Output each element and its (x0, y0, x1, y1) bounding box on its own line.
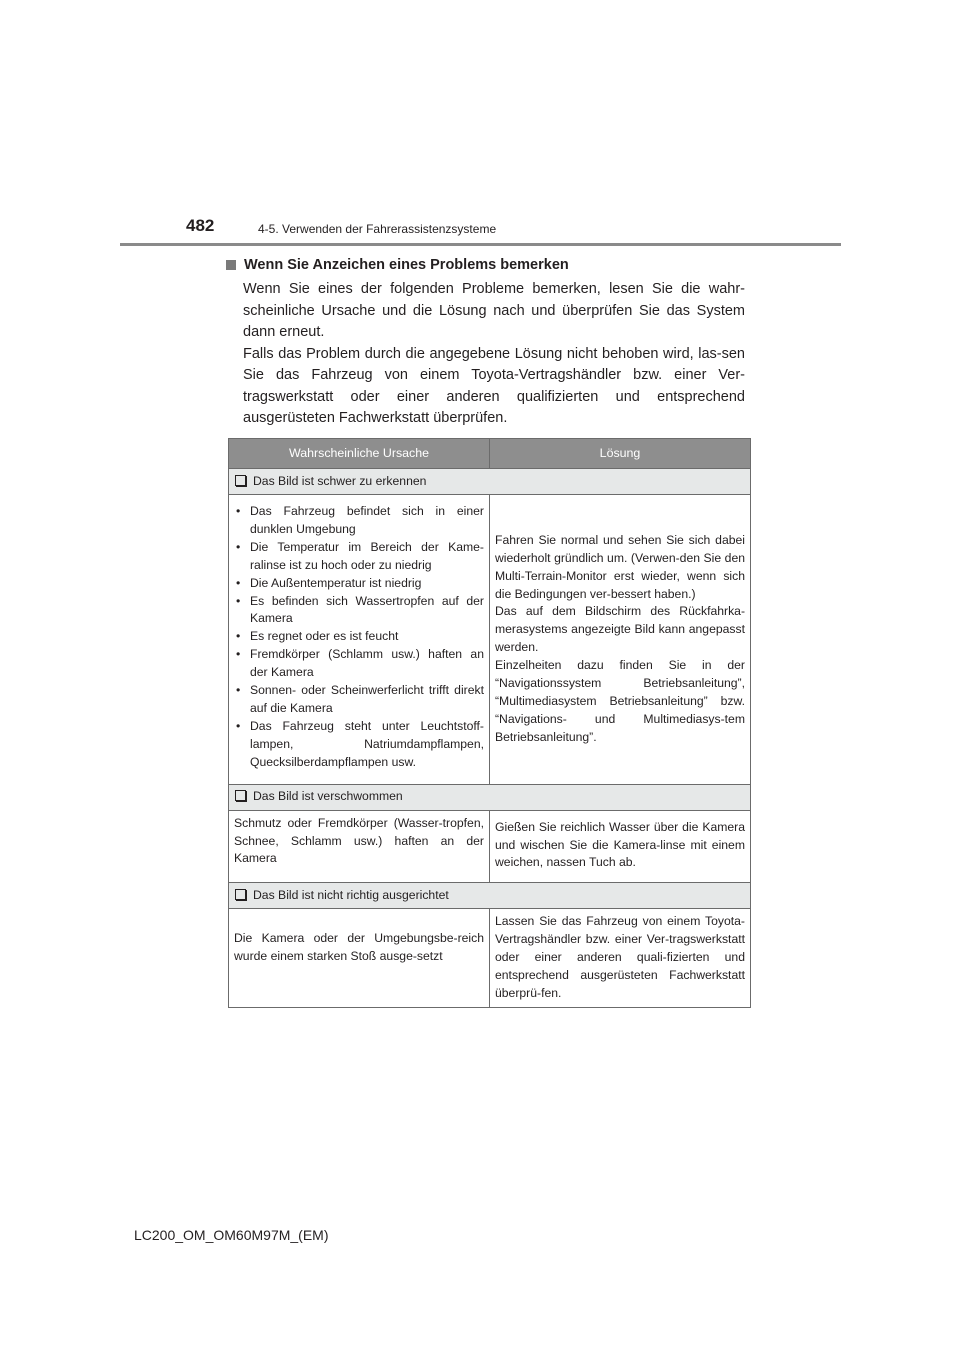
cause-cell: Die Kamera oder der Umgebungsbe-reich wurde einem starken Stoß ausge-setzt (229, 909, 490, 1008)
checkbox-icon (235, 889, 246, 900)
cause-item: • Die Außentemperatur ist niedrig (234, 575, 484, 593)
category-label: Das Bild ist schwer zu erkennen (253, 473, 427, 488)
table-header-row (229, 439, 751, 469)
intro-paragraph: Falls das Problem durch die angegebene Lösung nicht behoben wird, las-sen Sie das Fahrzeug von einem Toyota-Vertragshändler bzw. einer Ver-tragswerkstatt oder einer anderen qualifizierten und entsprechend ausgerüsteten Fachwerkstatt überprüfen. (243, 345, 745, 426)
page-number: 482 (186, 216, 215, 235)
cause-cell: Schmutz oder Fremdkörper (Wasser-tropfen, Schnee, Schlamm usw.) haften an der Kamera (229, 810, 490, 883)
solution-cell: Lassen Sie das Fahrzeug von einem Toyota-Vertragshändler bzw. einer Ver-tragswerkstatt oder einer anderen quali-fizierten und entsprechend ausgerüsteten Fachwerkstatt überprü-fen. (490, 909, 751, 1008)
cause-item: • Das Fahrzeug steht unter Leuchtstoff-lampen, Natriumdampflampen, Quecksilberdampflampen usw. (234, 718, 484, 772)
solution-cell (490, 495, 751, 785)
category-label: Das Bild ist verschwommen (253, 789, 403, 804)
intro-text (243, 279, 745, 430)
intro-paragraph: Wenn Sie eines der folgenden Probleme bemerken, lesen Sie die wahr-scheinliche Ursache und die Lösung nach und überprüfen Sie das System dann erneut. (243, 281, 745, 340)
header-divider (120, 243, 841, 246)
cause-item: • Es regnet oder es ist feucht (234, 628, 484, 646)
table-row (229, 495, 751, 785)
category-cell (229, 883, 751, 909)
category-row (229, 784, 751, 810)
cause-item: • Die Temperatur im Bereich der Kame-ralinse ist zu hoch oder zu niedrig (234, 539, 484, 575)
column-header-cause: Wahrscheinliche Ursache (229, 439, 490, 469)
solution-text: Das auf dem Bildschirm des Rückfahrka-merasystems angezeigte Bild kann angepasst werden. (495, 604, 745, 655)
category-row (229, 883, 751, 909)
table-row (229, 810, 751, 883)
cause-item: • Fremdkörper (Schlamm usw.) haften an der Kamera (234, 646, 484, 682)
column-header-solution: Lösung (490, 439, 751, 469)
cause-item: • Das Fahrzeug befindet sich in einer dunklen Umgebung (234, 503, 484, 539)
cause-cell (229, 495, 490, 785)
cause-list (234, 503, 484, 772)
section-heading (226, 257, 569, 273)
document-code: LC200_OM_OM60M97M_(EM) (134, 1227, 329, 1243)
checkbox-icon (235, 790, 246, 801)
category-cell (229, 784, 751, 810)
category-label: Das Bild ist nicht richtig ausgerichtet (253, 887, 449, 902)
solution-text: Fahren Sie normal und sehen Sie sich dabei wiederholt gründlich um. (Verwen-den Sie den Multi-Terrain-Monitor erst wieder, wenn sich die Bedingungen ver-bessert haben.) (495, 532, 745, 601)
table-row (229, 909, 751, 1008)
cause-item: • Es befinden sich Wassertropfen auf der Kamera (234, 593, 484, 629)
section-heading-text: Wenn Sie Anzeichen eines Problems bemerken (244, 257, 569, 273)
cause-item: • Sonnen- oder Scheinwerferlicht trifft direkt auf die Kamera (234, 682, 484, 718)
section-title: 4-5. Verwenden der Fahrerassistenzsysteme (258, 222, 497, 236)
square-bullet-icon (226, 260, 236, 270)
checkbox-icon (235, 475, 246, 486)
troubleshooting-table (228, 438, 751, 1008)
category-cell (229, 469, 751, 495)
solution-text: Einzelheiten dazu finden Sie in der “Navigationssystem Betriebsanleitung”, “Multimediasystem Betriebsanleitung” bzw. “Navigations- und Multimediasys-tem Betriebsanleitung”. (495, 658, 745, 744)
category-row (229, 469, 751, 495)
solution-cell: Gießen Sie reichlich Wasser über die Kamera und wischen Sie die Kamera-linse mit einem weichen, nassen Tuch ab. (490, 810, 751, 883)
